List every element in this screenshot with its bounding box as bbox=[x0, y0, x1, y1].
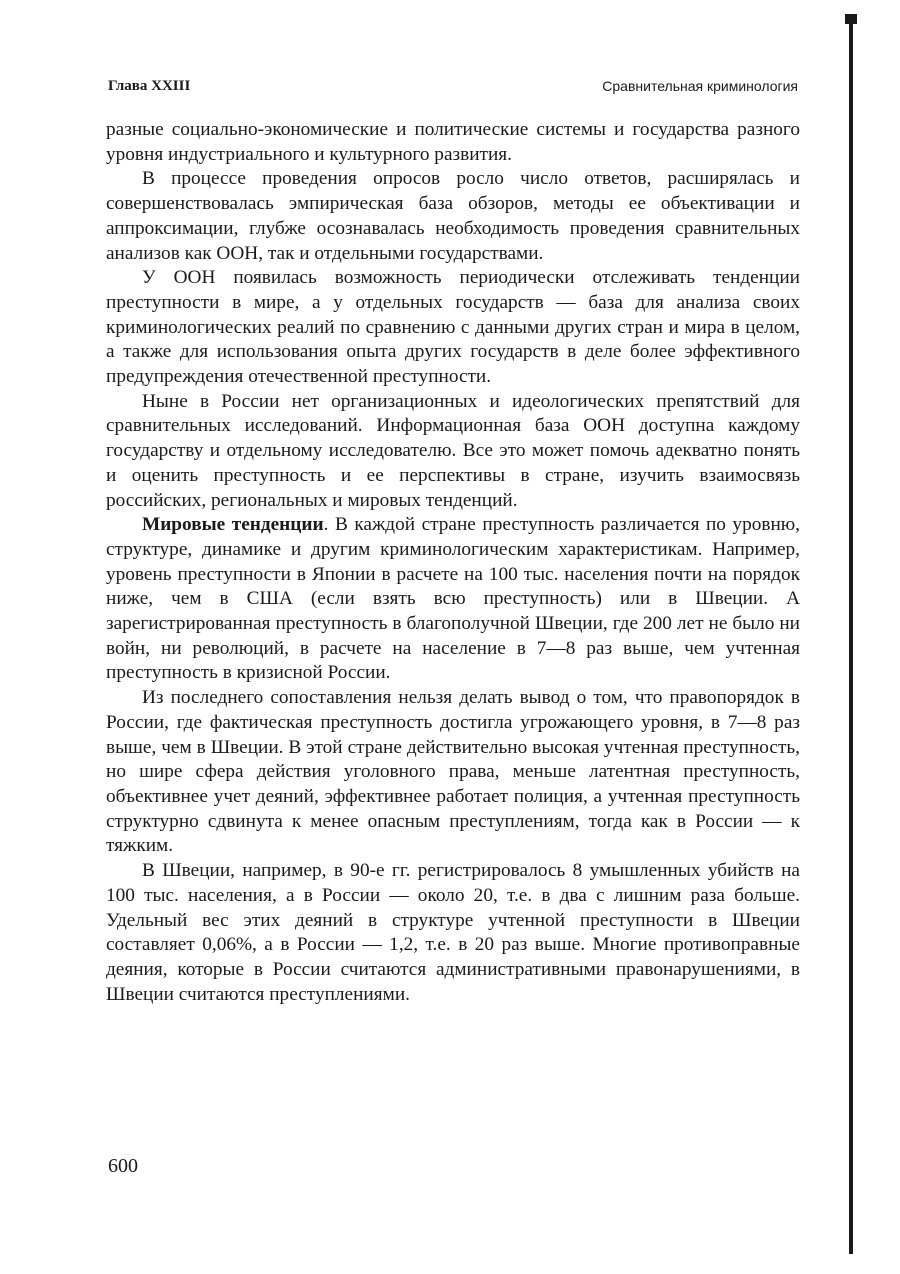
section-title: Сравнительная криминология bbox=[602, 78, 798, 94]
paragraph-continuation: разные социально-экономические и политические системы и государства разного уровня индустриального и культурного развития. bbox=[106, 119, 800, 165]
margin-rule bbox=[849, 22, 853, 1254]
page-number: 600 bbox=[108, 1155, 138, 1177]
body-text bbox=[106, 118, 800, 1007]
paragraph-world-trends bbox=[106, 513, 800, 686]
paragraph-un-trends: У ООН появилась возможность периодически отслеживать тенденции преступности в мире, а у отдельных государств — база для анализа своих криминологических реалий по сравнению с данными других стран и мира в целом, а также для использования опыта других государств в деле более эффективного предупреждения отечественной преступности. bbox=[106, 267, 800, 388]
world-trends-heading: Мировые тенденции bbox=[142, 514, 324, 536]
world-trends-text: . В каждой стране преступность различается по уровню, структуре, динамике и другим криминологическим характеристикам. Например, уровень преступности в Японии в расчете на 100 тыс. населения почти на порядок ниже, чем в США (если взять всю преступность) или в Швеции. А зарегистрированная преступность в благополучной Швеции, где 200 лет не было ни войн, ни революций, в расчете на население в 7—8 раз выше, чем учтенная преступность в кризисной России. bbox=[106, 514, 800, 684]
chapter-label: Глава XXIII bbox=[108, 78, 191, 94]
paragraph-russia: Ныне в России нет организационных и идеологических препятствий для сравнительных исследований. Информационная база ООН доступна каждому государству и отдельному исследователю. Все это может помочь адекватно понять и оценить преступность и ее перспективы в стране, изучить взаимосвязь российских, региональных и мировых тенденций. bbox=[106, 390, 800, 511]
paragraph-surveys: В процессе проведения опросов росло число ответов, расширялась и совершенствовалась эмпирическая база обзоров, методы ее объективации и аппроксимации, глубже осознавалась необходимость проведения сравнительных анализов как ООН, так и отдельными государствами. bbox=[106, 168, 800, 264]
paragraph-comparison: Из последнего сопоставления нельзя делать вывод о том, что правопорядок в России, где фактическая преступность достигла угрожающего уровня, в 7—8 раз выше, чем в Швеции. В этой стране действительно высокая учтенная преступность, но шире сфера действия уголовного права, меньше латентная преступность, объективнее учет деяний, эффективнее работает полиция, а учтенная преступность структурно сдвинута к менее опасным преступлениям, тогда как в России — к тяжким. bbox=[106, 687, 800, 857]
paragraph-sweden-example: В Швеции, например, в 90-е гг. регистрировалось 8 умышленных убийств на 100 тыс. населения, а в России — около 20, т.е. в два с лишним раза больше. Удельный вес этих деяний в структуре учтенной преступности в Швеции составляет 0,06%, а в России — 1,2, т.е. в 20 раз выше. Многие противоправные деяния, которые в России считаются административными правонарушениями, в Швеции считаются преступлениями. bbox=[106, 860, 800, 1005]
running-head bbox=[108, 78, 798, 100]
